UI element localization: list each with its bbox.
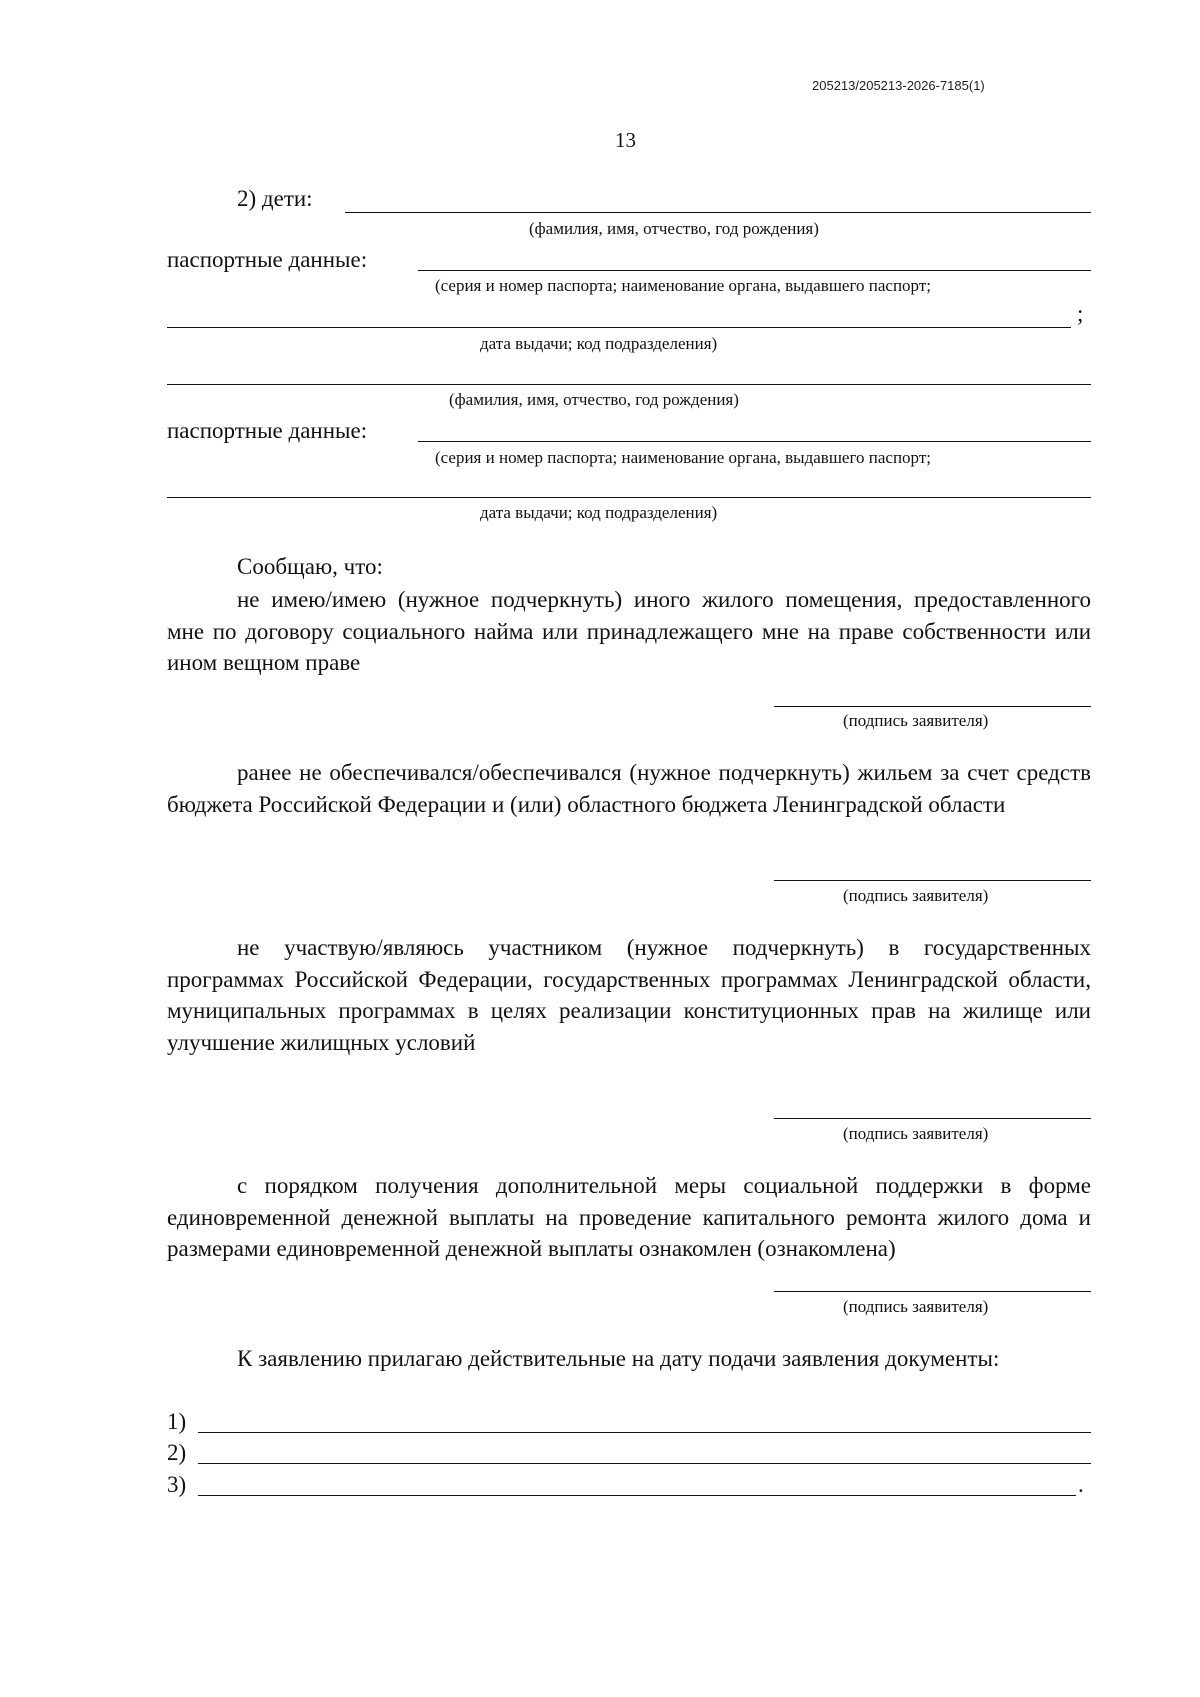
child-2-passport-field[interactable] (418, 441, 1091, 442)
child-1-name-caption: (фамилия, имя, отчество, год рождения) (529, 219, 819, 238)
signature-caption-2: (подпись заявителя) (843, 886, 989, 905)
attachment-number-3: 3) (167, 1472, 187, 1497)
child-1-date-caption: дата выдачи; код подразделения) (480, 334, 718, 353)
programs-statement: не участвую/являюсь участником (нужное подчеркнуть) в государственных программах Российской Федерации, государственных программах Ленинградской области, муниципальных программах в целях реализации конституционных прав на жилище или улучшение жилищных условий (167, 935, 1091, 1055)
signature-field-1[interactable] (774, 706, 1091, 707)
attachment-field-1[interactable] (198, 1432, 1091, 1433)
signature-caption-3: (подпись заявителя) (843, 1124, 989, 1143)
child-2-passport-caption: (серия и номер паспорта; наименование органа, выдавшего паспорт; (435, 448, 931, 467)
document-id: 205213/205213-2026-7185(1) (812, 78, 985, 93)
page-number: 13 (615, 128, 636, 152)
signature-field-3[interactable] (774, 1118, 1091, 1119)
attachment-field-2[interactable] (198, 1463, 1091, 1464)
child-1-passport-caption: (серия и номер паспорта; наименование органа, выдавшего паспорт; (435, 276, 931, 295)
child-2-name-field[interactable] (167, 384, 1091, 385)
signature-field-2[interactable] (774, 880, 1091, 881)
attachment-number-1: 1) (167, 1409, 187, 1434)
signature-caption-4: (подпись заявителя) (843, 1297, 989, 1316)
child-1-passport-field[interactable] (418, 270, 1091, 271)
child-2-date-caption: дата выдачи; код подразделения) (480, 503, 718, 522)
child-2-name-caption: (фамилия, имя, отчество, год рождения) (449, 390, 739, 409)
attachment-field-3[interactable] (198, 1495, 1076, 1496)
signature-field-4[interactable] (774, 1291, 1091, 1292)
signature-caption-1: (подпись заявителя) (843, 711, 989, 730)
child-1-passport-label: паспортные данные: (167, 247, 368, 272)
child-1-name-field[interactable] (345, 212, 1091, 213)
statements-intro: Сообщаю, что: (237, 554, 383, 579)
acquainted-statement: с порядком получения дополнительной меры социальной поддержки в форме единовременной денежной выплаты на проведение капитального ремонта жилого дома и размерами единовременной денежной выплаты ознакомлен (ознакомлена) (167, 1173, 1091, 1261)
housing-statement: не имею/имею (нужное подчеркнуть) иного жилого помещения, предоставленного мне по договору социального найма или принадлежащего мне на праве собственности или ином вещном праве (167, 587, 1091, 675)
attachment-number-2: 2) (167, 1440, 187, 1465)
funding-statement: ранее не обеспечивался/обеспечивался (нужное подчеркнуть) жильем за счет средств бюджета Российской Федерации и (или) областного бюджета Ленинградской области (167, 760, 1091, 817)
child-1-passport-field-continued[interactable] (167, 327, 1071, 328)
child-2-passport-label: паспортные данные: (167, 418, 368, 443)
semicolon: ; (1077, 301, 1084, 326)
children-label: 2) дети: (237, 186, 313, 211)
child-2-passport-field-continued[interactable] (167, 497, 1091, 498)
attachments-intro: К заявлению прилагаю действительные на дату подачи заявления документы: (237, 1346, 1000, 1371)
end-period: . (1078, 1472, 1084, 1497)
